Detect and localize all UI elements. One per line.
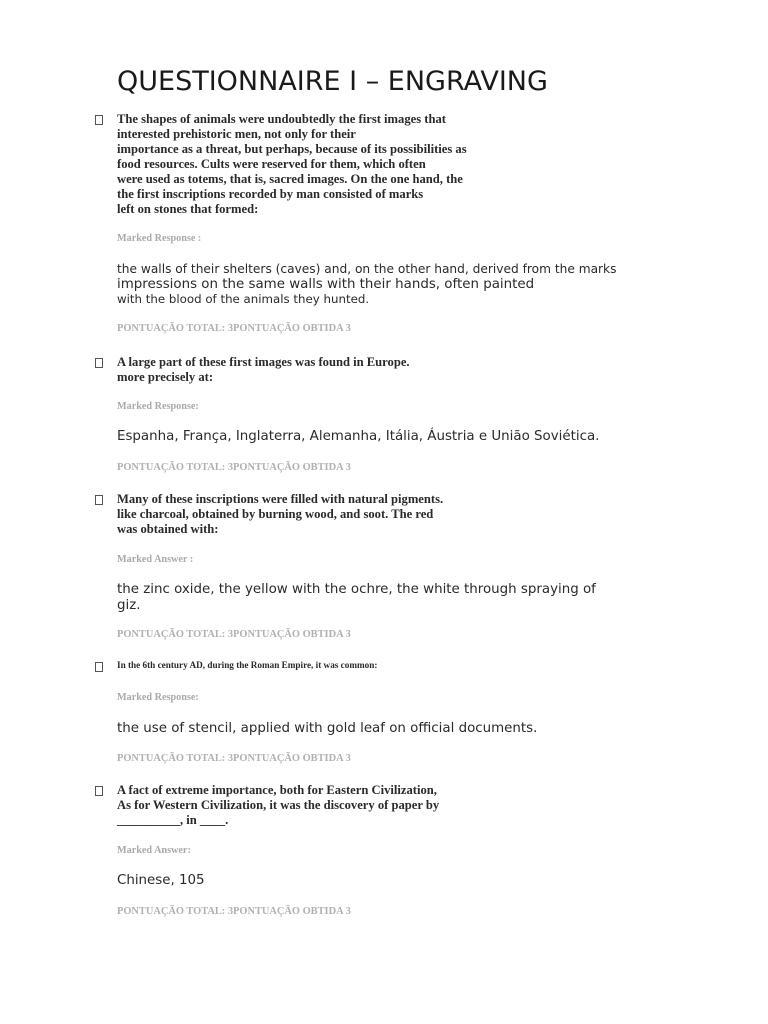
answer-line: Chinese, 105 bbox=[117, 873, 205, 888]
marked-answer-label: Marked Answer: bbox=[117, 845, 191, 856]
prompt-line: A fact of extreme importance, both for Eastern Civilization, bbox=[117, 783, 437, 797]
question-prompt bbox=[117, 783, 439, 828]
question-prompt bbox=[117, 492, 443, 537]
question-prompt bbox=[117, 355, 410, 385]
marked-response-label: Marked Response: bbox=[117, 692, 199, 703]
answer-line: the use of stencil, applied with gold leaf on official documents. bbox=[117, 721, 538, 736]
page-title: QUESTIONNAIRE I – ENGRAVING bbox=[117, 66, 548, 97]
prompt-line: Many of these inscriptions were filled with natural pigments. bbox=[117, 492, 444, 506]
marked-response-label: Marked Response : bbox=[117, 233, 202, 244]
question-prompt bbox=[117, 112, 467, 217]
prompt-line: left on stones that formed: bbox=[117, 202, 259, 216]
score-text: PONTUAÇÃO TOTAL: 3PONTUAÇÃO OBTIDA 3 bbox=[117, 629, 351, 640]
score-text: PONTUAÇÃO TOTAL: 3PONTUAÇÃO OBTIDA 3 bbox=[117, 753, 351, 764]
prompt-line: The shapes of animals were undoubtedly the first images that bbox=[117, 112, 446, 126]
question-prompt bbox=[117, 659, 377, 671]
checkbox-icon bbox=[95, 115, 103, 125]
marked-answer bbox=[117, 429, 599, 445]
marked-answer bbox=[117, 873, 205, 889]
answer-line: Espanha, França, Inglaterra, Alemanha, Itália, Áustria e União Soviética. bbox=[117, 429, 600, 444]
checkbox-icon bbox=[95, 662, 103, 672]
score-text: PONTUAÇÃO TOTAL: 3PONTUAÇÃO OBTIDA 3 bbox=[117, 462, 351, 473]
score-text: PONTUAÇÃO TOTAL: 3PONTUAÇÃO OBTIDA 3 bbox=[117, 906, 351, 917]
answer-line: the walls of their shelters (caves) and, on the other hand, derived from the marks bbox=[117, 262, 617, 276]
prompt-line: more precisely at: bbox=[117, 370, 214, 384]
prompt-line: was obtained with: bbox=[117, 522, 219, 536]
prompt-line: interested prehistoric men, not only for their bbox=[117, 127, 356, 141]
answer-line: the zinc oxide, the yellow with the ochre, the white through spraying of bbox=[117, 582, 596, 597]
answer-line: impressions on the same walls with their hands, often painted bbox=[117, 277, 535, 292]
prompt-line: food resources. Cults were reserved for them, which often bbox=[117, 157, 426, 171]
answer-line: giz. bbox=[117, 598, 141, 613]
checkbox-icon bbox=[95, 358, 103, 368]
marked-answer bbox=[117, 721, 537, 737]
prompt-line: A large part of these first images was found in Europe. bbox=[117, 355, 410, 369]
checkbox-icon bbox=[95, 786, 103, 796]
prompt-line: the first inscriptions recorded by man consisted of marks bbox=[117, 187, 424, 201]
marked-answer-label: Marked Answer : bbox=[117, 554, 194, 565]
marked-answer bbox=[117, 262, 616, 306]
marked-response-label: Marked Response: bbox=[117, 401, 199, 412]
prompt-line: were used as totems, that is, sacred images. On the one hand, the bbox=[117, 172, 463, 186]
prompt-line: like charcoal, obtained by burning wood, and soot. The red bbox=[117, 507, 434, 521]
prompt-line: __________, in ____. bbox=[117, 813, 229, 827]
marked-answer bbox=[117, 582, 596, 614]
prompt-line: In the 6th century AD, during the Roman Empire, it was common: bbox=[117, 660, 378, 670]
prompt-line: As for Western Civilization, it was the discovery of paper by bbox=[117, 798, 440, 812]
answer-line: with the blood of the animals they hunted. bbox=[117, 292, 370, 306]
prompt-line: importance as a threat, but perhaps, because of its possibilities as bbox=[117, 142, 467, 156]
checkbox-icon bbox=[95, 495, 103, 505]
score-text: PONTUAÇÃO TOTAL: 3PONTUAÇÃO OBTIDA 3 bbox=[117, 323, 351, 334]
